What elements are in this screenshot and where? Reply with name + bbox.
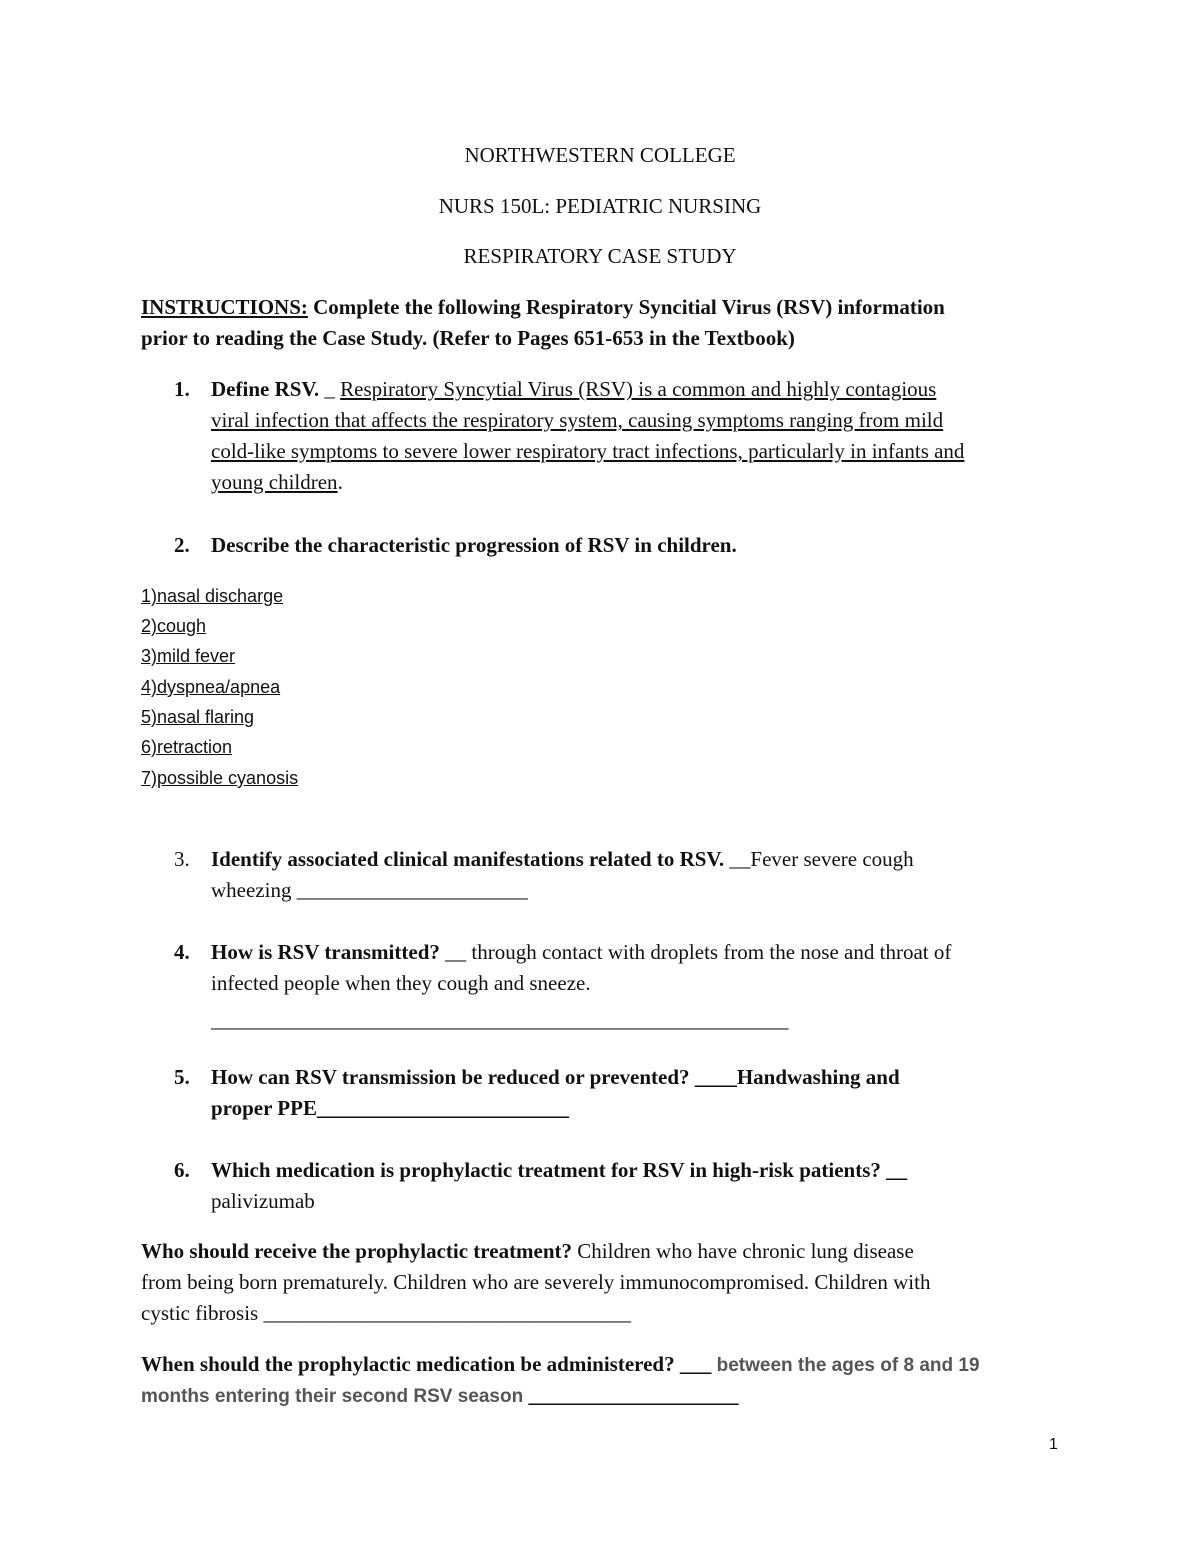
q4-number: 4. bbox=[174, 940, 190, 964]
q1-prefix: _ bbox=[319, 377, 341, 401]
q4-question: How is RSV transmitted? bbox=[211, 940, 440, 964]
q6-line-1 bbox=[211, 1155, 907, 1186]
q1-answer-3: cold-like symptoms to severe lower respiratory tract infections, particularly in infants and bbox=[211, 439, 965, 463]
q3-answer-1: __Fever severe cough bbox=[724, 847, 914, 871]
q1-answer-1: Respiratory Syncytial Virus (RSV) is a common and highly contagious bbox=[340, 377, 937, 401]
q2-number: 2. bbox=[174, 533, 190, 557]
progression-item: 7)possible cyanosis bbox=[141, 768, 299, 788]
q4-answer-3: _______________________________________________________ bbox=[211, 1008, 789, 1032]
college-name: NORTHWESTERN COLLEGE bbox=[464, 143, 736, 167]
q1-answer-4: young children bbox=[211, 470, 338, 494]
when-question: When should the prophylactic medication be administered? bbox=[141, 1352, 675, 1376]
q5-answer-1: ____Handwashing and bbox=[689, 1065, 900, 1089]
q6-number: 6. bbox=[174, 1158, 190, 1182]
who-answer-2: from being born prematurely. Children who are severely immunocompromised. Children with bbox=[141, 1270, 931, 1294]
q1-answer-2: viral infection that affects the respiratory system, causing symptoms ranging from mild bbox=[211, 408, 944, 432]
when-answer-2: months entering their second RSV season bbox=[141, 1386, 524, 1407]
who-answer-1: Children who have chronic lung disease bbox=[572, 1239, 914, 1263]
when-blank: ___ bbox=[674, 1352, 717, 1376]
q4-line-1 bbox=[211, 937, 951, 968]
when-line-1 bbox=[141, 1349, 980, 1381]
q1-answer-end: . bbox=[337, 470, 343, 494]
progression-item: 1)nasal discharge bbox=[141, 586, 284, 606]
q5-answer-2: proper PPE________________________ bbox=[211, 1096, 569, 1120]
progression-item: 3)mild fever bbox=[141, 646, 236, 666]
when-blank-2: ____________________ bbox=[523, 1383, 739, 1407]
instructions-text-1: Complete the following Respiratory Syncitial Virus (RSV) information bbox=[307, 295, 945, 319]
q3-line-1 bbox=[211, 844, 914, 875]
q1-number: 1. bbox=[174, 377, 190, 401]
course-title: NURS 150L: PEDIATRIC NURSING bbox=[438, 194, 762, 218]
q3-number: 3. bbox=[174, 847, 190, 871]
progression-item: 4)dyspnea/apnea bbox=[141, 677, 281, 697]
document-title: RESPIRATORY CASE STUDY bbox=[463, 244, 737, 268]
progression-item: 5)nasal flaring bbox=[141, 707, 255, 727]
who-line-1 bbox=[141, 1236, 914, 1267]
who-question: Who should receive the prophylactic treatment? bbox=[141, 1239, 573, 1263]
q3-answer-2: wheezing ______________________ bbox=[211, 878, 528, 902]
instructions-label: INSTRUCTIONS: bbox=[141, 295, 308, 319]
progression-item: 2)cough bbox=[141, 616, 207, 636]
q3-question: Identify associated clinical manifestations related to RSV. bbox=[211, 847, 725, 871]
instructions-line-1 bbox=[141, 292, 945, 323]
q5-line-1 bbox=[211, 1062, 900, 1093]
q6-answer: palivizumab bbox=[211, 1189, 315, 1213]
q4-answer-1: __ through contact with droplets from the nose and throat of bbox=[439, 940, 952, 964]
page-number: 1 bbox=[1049, 1436, 1058, 1453]
q4-answer-2: infected people when they cough and sneeze. bbox=[211, 971, 591, 995]
progression-item: 6)retraction bbox=[141, 737, 233, 757]
q6-question: Which medication is prophylactic treatment for RSV in high-risk patients? bbox=[211, 1158, 881, 1182]
q2-question: Describe the characteristic progression of RSV in children. bbox=[211, 533, 737, 557]
when-line-2 bbox=[141, 1380, 738, 1412]
who-answer-3: cystic fibrosis ___________________________________ bbox=[141, 1301, 631, 1325]
q1-line-4 bbox=[211, 467, 343, 498]
q5-number: 5. bbox=[174, 1065, 190, 1089]
q6-blank: __ bbox=[880, 1158, 908, 1182]
when-answer-1: between the ages of 8 and 19 bbox=[716, 1355, 980, 1376]
q1-question: Define RSV. bbox=[211, 377, 320, 401]
q5-question: How can RSV transmission be reduced or prevented? bbox=[211, 1065, 690, 1089]
instructions-line-2: prior to reading the Case Study. (Refer to Pages 651-653 in the Textbook) bbox=[141, 326, 795, 350]
q1-line-1 bbox=[211, 374, 936, 405]
